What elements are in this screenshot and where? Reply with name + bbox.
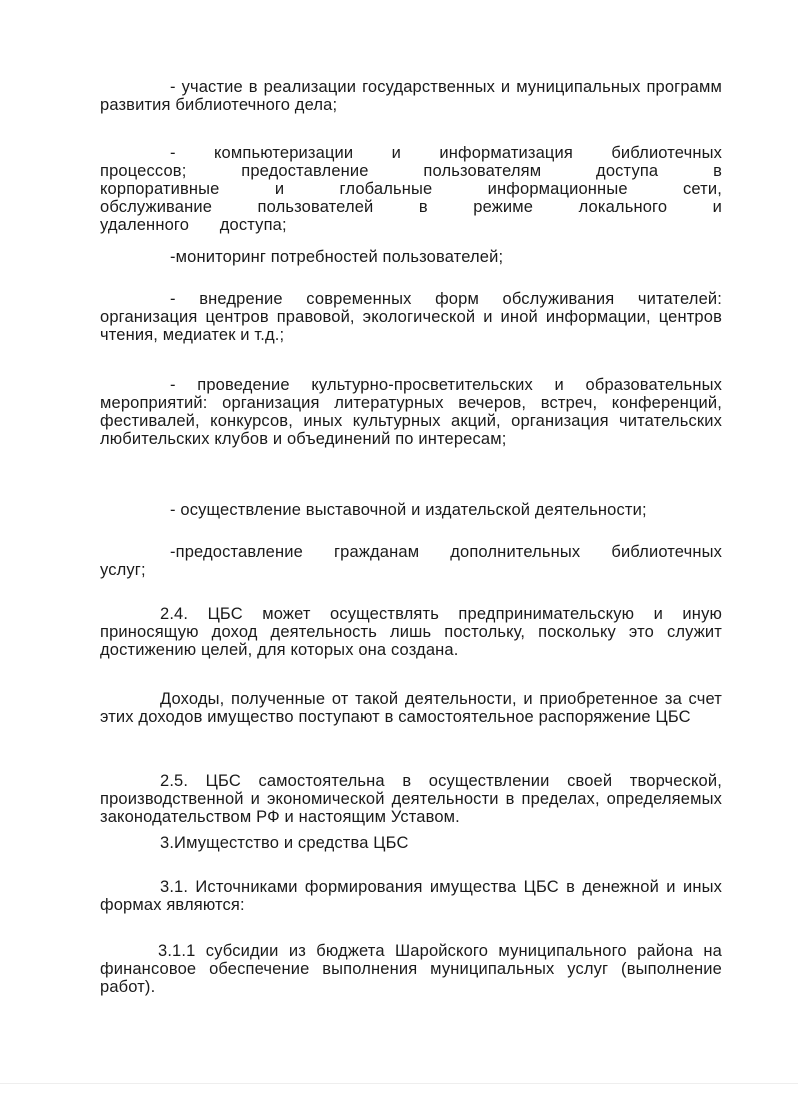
paragraph-section-3-1-1	[100, 942, 722, 996]
paragraph-income	[100, 690, 722, 726]
paragraph-text: -мониторинг потребностей пользователей;	[170, 248, 504, 266]
paragraph-extra-services	[100, 543, 722, 579]
paragraph-text: - осуществление выставочной и издательской деятельности;	[170, 501, 647, 519]
paragraph-exhibitions	[100, 501, 722, 519]
paragraph-text: 3.1.1 субсидии из бюджета Шаройского муниципального района на финансовое обеспечение выполнения муниципальных услуг (выполнение работ).	[100, 942, 722, 996]
paragraph-computerization	[100, 144, 722, 234]
paragraph-text: - компьютеризации и информатизация библиотечных процессов; предоставление пользователям доступа в корпоративные и глобальные информационные сети, обслуживание пользователей в режиме локального и удаленного доступа;	[100, 144, 722, 234]
paragraph-text: 3.1. Источниками формирования имущества ЦБС в денежной и иных формах являются:	[100, 878, 722, 914]
section-heading-text: 3.Имущестство и средства ЦБС	[160, 834, 409, 852]
paragraph-text: 2.5. ЦБС самостоятельна в осуществлении своей творческой, производственной и экономической деятельности в пределах, определяемых законодательством РФ и настоящим Уставом.	[100, 772, 722, 826]
paragraph-monitoring	[100, 248, 722, 266]
scan-edge-line	[0, 1083, 798, 1084]
paragraph-text: -предоставление гражданам дополнительных библиотечных услуг;	[100, 543, 722, 579]
section-heading-3	[100, 834, 722, 852]
paragraph-text: - проведение культурно-просветительских и образовательных мероприятий: организация литературных вечеров, встреч, конференций, фестивалей, конкурсов, иных культурных акций, организация читательских любительских клубов и объединений по интересам;	[100, 376, 722, 448]
paragraph-text: Доходы, полученные от такой деятельности, и приобретенное за счет этих доходов имущество поступают в самостоятельное распоряжение ЦБС	[100, 690, 722, 726]
paragraph-section-3-1	[100, 878, 722, 914]
paragraph-section-2-5	[100, 772, 722, 826]
paragraph-state-programs	[100, 78, 722, 114]
paragraph-text: - внедрение современных форм обслуживания читателей: организация центров правовой, экологической и иной информации, центров чтения, медиатек и т.д.;	[100, 290, 722, 344]
paragraph-cultural-events	[100, 376, 722, 448]
paragraph-modern-forms	[100, 290, 722, 344]
paragraph-text: 2.4. ЦБС может осуществлять предпринимательскую и иную приносящую доход деятельность лишь постольку, поскольку это служит достижению целей, для которых она создана.	[100, 605, 722, 659]
paragraph-section-2-4	[100, 605, 722, 659]
paragraph-text: - участие в реализации государственных и муниципальных программ развития библиотечного дела;	[100, 78, 722, 114]
